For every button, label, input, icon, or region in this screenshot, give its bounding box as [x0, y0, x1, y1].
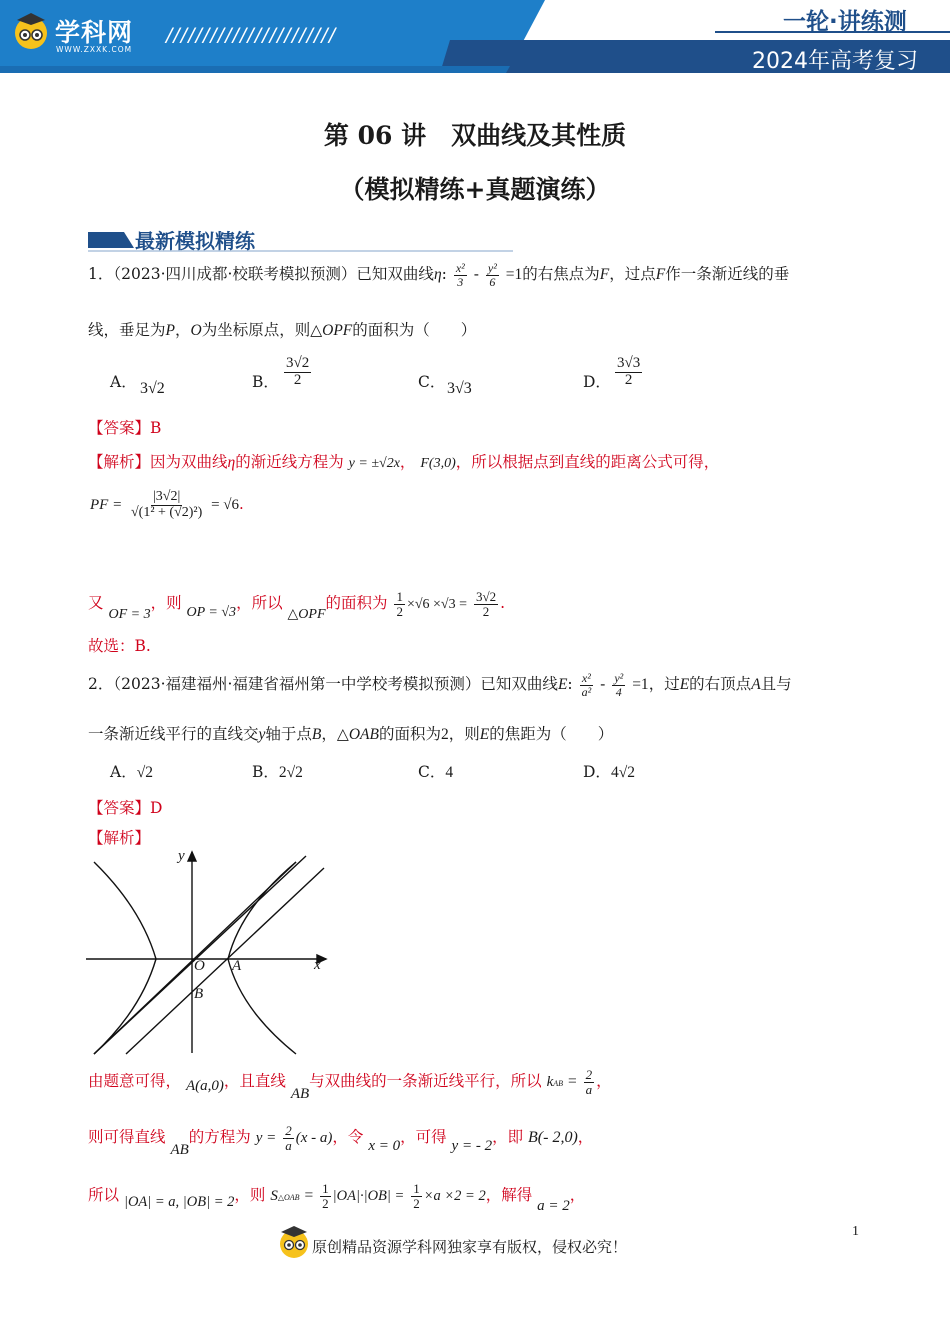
series-title: 一轮·讲练测 [783, 9, 907, 35]
fig-x-label: x [314, 957, 321, 973]
q1-option-b[interactable]: B． [252, 373, 279, 391]
q2-answer: 【答案】D [88, 799, 163, 817]
logo-url: WWW.ZXXK.COM [56, 45, 133, 54]
q1-option-d[interactable]: D． [583, 373, 611, 391]
y-axis-arrow [188, 852, 196, 861]
q1-option-c-value: 3√3 [447, 380, 472, 397]
q2-option-b[interactable]: B．2√2 [252, 763, 303, 781]
q1-choice: 故选：B. [88, 637, 151, 655]
q2-solution-line2: 则可得直线 AB的方程为 y = $\frac{2}{a}$ (x - a)，令 x = 0，可得 y = - 2，即 B(- 2,0)， [88, 1123, 594, 1159]
asymptote-2 [94, 856, 306, 1054]
fig-b-label: B [194, 986, 204, 1002]
q2-solution-line3: 所以 |OA| = a, |OB| = 2，则 S△OAB = $\frac{1}{2}$ |OA|·|OB| = $\frac{1}{2}$ ×a ×2 = 2，解得 a = 2， [88, 1181, 586, 1215]
q1-solution-line1: 【解析】因为双曲线η的渐近线方程为 y = ±√2x， F(3,0)，所以根据点到直线的距离公式可得， [88, 453, 720, 471]
q1-stem-line1: 1．（2023·四川成都·校联考模拟预测）已知双曲线η: $\frac{\text{x²}}{3}$ - $\frac{\text{y²}}{6}$ =1的右焦点为F，过点F作一条渐近线的垂 [88, 261, 790, 289]
q1-option-a-value: 3√2 [140, 380, 165, 397]
q1-option-d-value: $\frac{3√3}{2}$ [617, 355, 641, 388]
page-title: 第 06 讲 双曲线及其性质 [323, 121, 627, 150]
logo-text: 学科网 [55, 18, 134, 47]
section-label: 最新模拟精练 [135, 229, 255, 253]
q1-option-b-value: $\frac{3√2}{2}$ [286, 355, 310, 388]
q2-option-a[interactable]: A．√2 [110, 763, 153, 781]
header-slashes: /////////////////////// [166, 24, 337, 46]
fig-a-label: A [232, 958, 242, 974]
q2-solution-line1: 由题意可得， A(a,0)，且直线 AB与双曲线的一条渐近线平行，所以 kAB = $\frac{2}{a}$ ， [88, 1067, 612, 1103]
q1-answer: 【答案】B [88, 419, 162, 437]
q1-pf-formula: PF = $\frac{|3√2|}{\text{√(1² + (√2)²)}}$ = √6. [90, 489, 244, 520]
fig-y-label: y [178, 848, 185, 864]
q1-solution-line2: 又 OF = 3，则 OP = √3，所以 △OPF的面积为 $\frac{1}{2}$ ×√6 ×√3 = $\frac{3√2}{2}$ . [88, 589, 506, 623]
q2-option-c[interactable]: C．4 [418, 763, 454, 781]
q2-option-d[interactable]: D．4√2 [583, 763, 635, 781]
hyperbola-figure [86, 848, 336, 1058]
footer-logo-icon [277, 1224, 311, 1260]
q2-stem-line1: 2．（2023·福建福州·福建省福州第一中学校考模拟预测）已知双曲线E: $\frac{\text{x²}}{\text{a²}}$ - $\frac{\text{y²}}{4}$ =1，过E的右顶点A且与 [88, 671, 792, 699]
header-subtitle: 2024年高考复习 [752, 49, 918, 74]
page-subtitle: （模拟精练+真题演练） [339, 175, 611, 204]
q2-analysis-label: 【解析】 [88, 829, 151, 847]
page-number: 1 [852, 1224, 859, 1239]
q1-option-a[interactable]: A． [110, 373, 137, 391]
q1-stem-line2: 线，垂足为P，O为坐标原点，则△OPF的面积为（ ） [88, 321, 477, 339]
q1-option-c[interactable]: C． [418, 373, 446, 391]
footer-copyright: 原创精品资源学科网独家享有版权，侵权必究！ [312, 1238, 628, 1256]
fig-o-label: O [194, 958, 205, 974]
q2-stem-line2: 一条渐近线平行的直线交y轴于点B，△OAB的面积为2，则E的焦距为（ ） [88, 725, 614, 743]
